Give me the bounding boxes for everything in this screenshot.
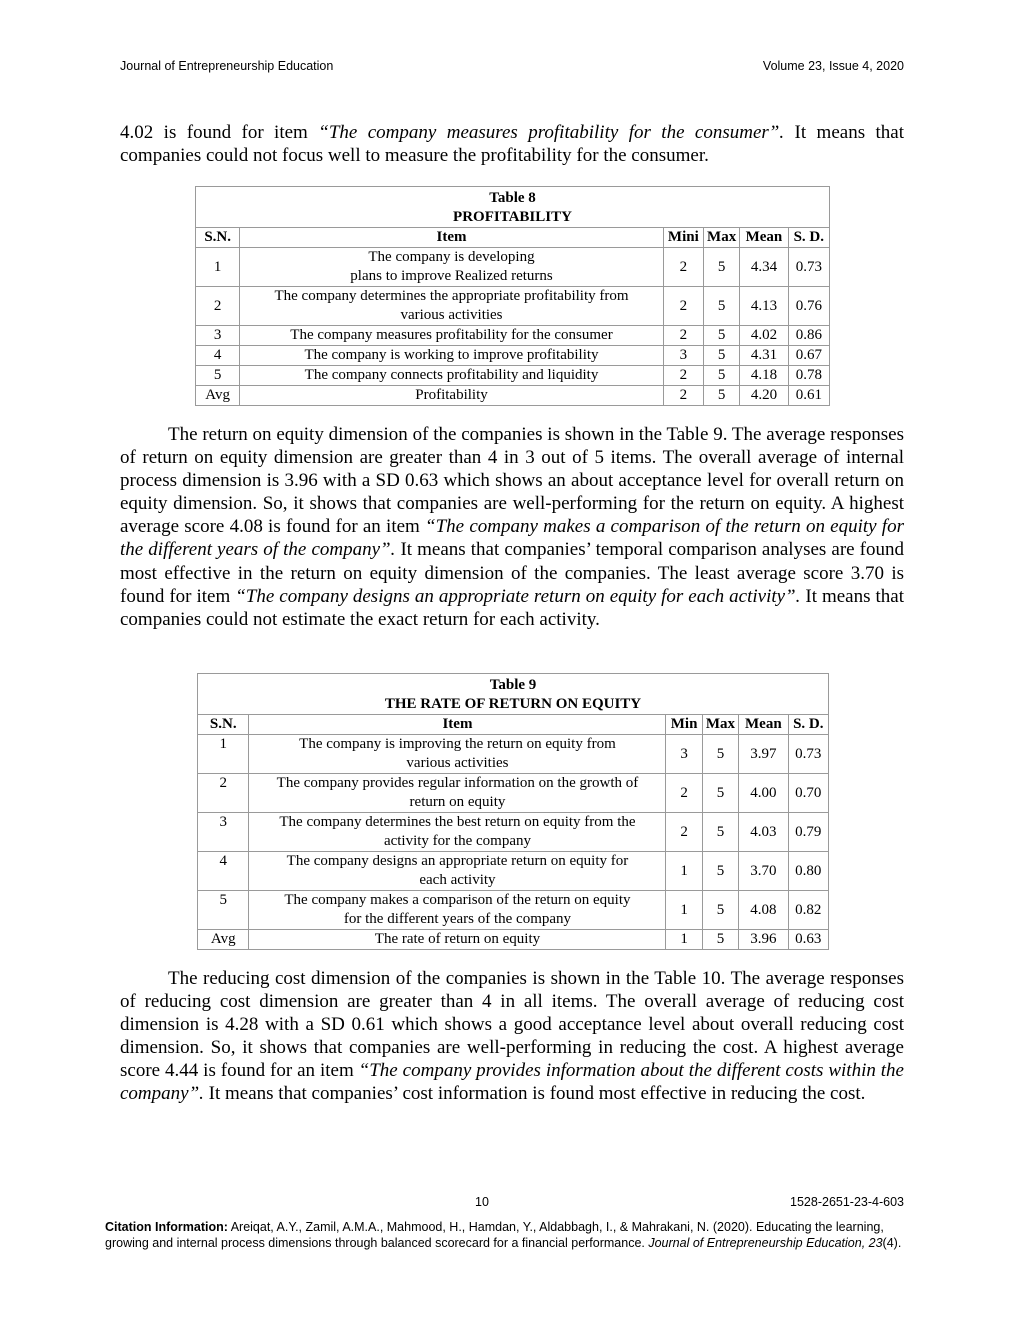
table-row (196, 287, 830, 326)
item-line: various activities (400, 307, 503, 323)
table-cell-min: 2 (663, 386, 703, 406)
table-cell-item (249, 891, 666, 930)
table-9-caption (198, 674, 829, 715)
table-cell-sn: 5 (196, 366, 240, 386)
table-cell-max: 5 (703, 346, 739, 366)
item-line: return on equity (409, 794, 506, 810)
table-cell-sn: 2 (196, 287, 240, 326)
table-cell-min: 2 (666, 813, 702, 852)
para1-text-c: It means that companies could not focus well to measure the profitability for the consumer. (120, 122, 904, 167)
table-cell-sn: Avg (198, 930, 249, 950)
item-line: for the different years of the company (343, 911, 572, 927)
item-line: various activities (406, 755, 509, 771)
table-cell-sd: 0.78 (788, 366, 829, 386)
table-cell-item: The rate of return on equity (249, 930, 666, 950)
table-9-header-sn: S.N. (198, 715, 249, 735)
table-cell-mean: 4.20 (740, 386, 788, 406)
table-cell-max: 5 (702, 774, 738, 813)
para2-quote-2: “The company designs an appropriate return on equity for each activity”. (235, 585, 801, 607)
table-cell-sd: 0.67 (788, 346, 829, 366)
item-line: The company determines the best return on equity from the (279, 814, 636, 830)
table-row (198, 813, 829, 852)
table-cell-sd: 0.86 (788, 326, 829, 346)
para2-quote-1: “The company makes a comparison of the return on equity for the different years of the company”. (120, 516, 904, 561)
table-9-header-item: Item (249, 715, 666, 735)
para1-text-a: 4.02 is found for item (120, 122, 319, 143)
table-cell-mean: 4.08 (739, 891, 788, 930)
table-row (196, 248, 830, 287)
table-cell-mean: 4.02 (740, 326, 788, 346)
table-8-number: Table 8 (489, 190, 536, 206)
para3-quote: “The company provides information about the different costs within the company”. (120, 1060, 904, 1105)
table-row (196, 326, 830, 346)
table-cell-mean: 3.70 (739, 852, 788, 891)
table-cell-min: 3 (666, 735, 702, 774)
table-cell-max: 5 (703, 287, 739, 326)
table-cell-mean: 3.97 (739, 735, 788, 774)
citation-journal: Journal of Entrepreneurship Education, 23 (648, 1236, 883, 1250)
table-cell-mean: 4.00 (739, 774, 788, 813)
table-cell-max: 5 (702, 813, 738, 852)
table-cell-max: 5 (702, 930, 738, 950)
table-row (198, 774, 829, 813)
item-line: The company designs an appropriate return on equity for (286, 853, 629, 869)
citation-information (105, 1219, 905, 1251)
table-cell-sn: 3 (198, 813, 249, 852)
table-cell-sn: 2 (198, 774, 249, 813)
table-cell-item (249, 735, 666, 774)
table-cell-item: The company is working to improve profitability (240, 346, 663, 366)
table-9-header-sd: S. D. (788, 715, 828, 735)
table-cell-min: 1 (666, 930, 702, 950)
para2-text-a: The return on equity dimension of the companies is shown in the Table 9. The average responses of return on equity dimension are greater than 4 in 3 out of 5 items. The overall average of internal process dimension is 3.96 with a SD 0.63 which shows an about acceptance level for overall return on equity dimension. So, it shows that companies are well-performing for the return on equity. A highest average score 4.08 is found for an item (120, 424, 904, 538)
table-cell-max: 5 (703, 248, 739, 287)
item-line: The company is improving the return on equity from (299, 736, 616, 752)
table-cell-item (240, 248, 663, 287)
table-cell-sn: 4 (198, 852, 249, 891)
table-row-average (198, 930, 829, 950)
item-line: The company makes a comparison of the return on equity (284, 892, 631, 908)
table-cell-min: 2 (666, 774, 702, 813)
table-cell-max: 5 (703, 326, 739, 346)
running-header-journal: Journal of Entrepreneurship Education (120, 59, 334, 73)
table-cell-sn: Avg (196, 386, 240, 406)
table-cell-sd: 0.79 (788, 813, 828, 852)
table-cell-item (249, 852, 666, 891)
article-id: 1528-2651-23-4-603 (790, 1195, 904, 1209)
table-cell-mean: 4.31 (740, 346, 788, 366)
table-cell-min: 2 (663, 366, 703, 386)
table-cell-item (249, 813, 666, 852)
paragraph-2 (120, 423, 904, 631)
table-8-header-mean: Mean (740, 228, 788, 248)
table-cell-max: 5 (702, 891, 738, 930)
table-8-header-max: Max (703, 228, 739, 248)
table-row (198, 852, 829, 891)
item-line: each activity (419, 872, 496, 888)
table-cell-min: 3 (663, 346, 703, 366)
item-line: The company is developing (368, 249, 535, 265)
table-8-header-row (196, 228, 830, 248)
item-line: activity for the company (383, 833, 531, 849)
table-cell-sn: 4 (196, 346, 240, 366)
citation-issue: (4). (882, 1236, 902, 1250)
table-9-header-min: Min (666, 715, 702, 735)
table-cell-item: The company connects profitability and liquidity (240, 366, 663, 386)
table-row (196, 366, 830, 386)
table-cell-max: 5 (702, 735, 738, 774)
table-cell-mean: 4.34 (740, 248, 788, 287)
table-cell-item (240, 287, 663, 326)
table-cell-max: 5 (702, 852, 738, 891)
table-cell-sd: 0.70 (788, 774, 828, 813)
para2-text-c: It means that companies’ temporal comparison analyses are found most effective in the return on equity dimension of the companies. The least average score 3.70 is found for item (120, 539, 904, 607)
table-8 (195, 186, 830, 406)
item-line: plans to improve Realized returns (350, 268, 553, 284)
table-9-title: THE RATE OF RETURN ON EQUITY (384, 696, 642, 712)
table-cell-sn: 5 (198, 891, 249, 930)
table-cell-item: Profitability (240, 386, 663, 406)
table-cell-min: 2 (663, 248, 703, 287)
table-cell-sd: 0.73 (788, 248, 829, 287)
table-cell-sd: 0.76 (788, 287, 829, 326)
para3-text-a: The reducing cost dimension of the companies is shown in the Table 10. The average responses of reducing cost dimension are greater than 4 in all items. The overall average of reducing cost dimension is 4.28 with a SD 0.61 which shows a good acceptance level about overall reducing cost dimension. So, it shows that companies are well-performing in reducing the cost. A highest average score 4.44 is found for an item (120, 968, 904, 1082)
running-header-volume: Volume 23, Issue 4, 2020 (762, 59, 904, 73)
paragraph-1 (120, 121, 904, 167)
para1-quote: “The company measures profitability for the consumer”. (318, 122, 785, 143)
table-cell-max: 5 (703, 366, 739, 386)
table-cell-sd: 0.73 (788, 735, 828, 774)
table-8-header-min: Mini (663, 228, 703, 248)
table-9-number: Table 9 (489, 677, 537, 693)
table-cell-mean: 3.96 (739, 930, 788, 950)
page-number: 10 (475, 1195, 489, 1209)
table-8-header-sn: S.N. (196, 228, 240, 248)
table-9-header-row (198, 715, 829, 735)
table-cell-max: 5 (703, 386, 739, 406)
table-cell-min: 2 (663, 287, 703, 326)
table-8-caption (196, 187, 830, 228)
table-cell-sd: 0.63 (788, 930, 828, 950)
citation-label: Citation Information: (105, 1220, 228, 1234)
paragraph-3 (120, 967, 904, 1106)
table-9-header-max: Max (702, 715, 738, 735)
citation-text: Areiqat, A.Y., Zamil, A.M.A., Mahmood, H., Hamdan, Y., Aldabbagh, I., & Mahrakani, N. (2020). Educating the learning, growing and internal process dimensions through balanced scorecard for a financial performance. (105, 1220, 884, 1250)
table-8-header-sd: S. D. (788, 228, 829, 248)
table-9-header-mean: Mean (739, 715, 788, 735)
table-9 (197, 673, 829, 950)
para3-text-c: It means that companies’ cost information is found most effective in reducing the cost. (203, 1083, 866, 1105)
table-cell-sd: 0.61 (788, 386, 829, 406)
table-cell-mean: 4.18 (740, 366, 788, 386)
table-row (196, 346, 830, 366)
para2-text-e: It means that companies could not estimate the exact return for each activity. (120, 585, 904, 630)
item-line: The company determines the appropriate profitability from (274, 288, 629, 304)
table-8-title: PROFITABILITY (453, 209, 572, 225)
table-cell-min: 2 (663, 326, 703, 346)
table-cell-sd: 0.80 (788, 852, 828, 891)
table-cell-min: 1 (666, 852, 702, 891)
item-line: The company provides regular information on the growth of (276, 775, 639, 791)
table-cell-sn: 1 (196, 248, 240, 287)
table-cell-sn: 3 (196, 326, 240, 346)
table-cell-mean: 4.03 (739, 813, 788, 852)
table-8-header-item: Item (240, 228, 663, 248)
table-cell-mean: 4.13 (740, 287, 788, 326)
table-cell-item (249, 774, 666, 813)
table-row-average (196, 386, 830, 406)
table-row (198, 735, 829, 774)
table-row (198, 891, 829, 930)
table-cell-sn: 1 (198, 735, 249, 774)
table-cell-sd: 0.82 (788, 891, 828, 930)
table-cell-min: 1 (666, 891, 702, 930)
table-cell-item: The company measures profitability for the consumer (240, 326, 663, 346)
